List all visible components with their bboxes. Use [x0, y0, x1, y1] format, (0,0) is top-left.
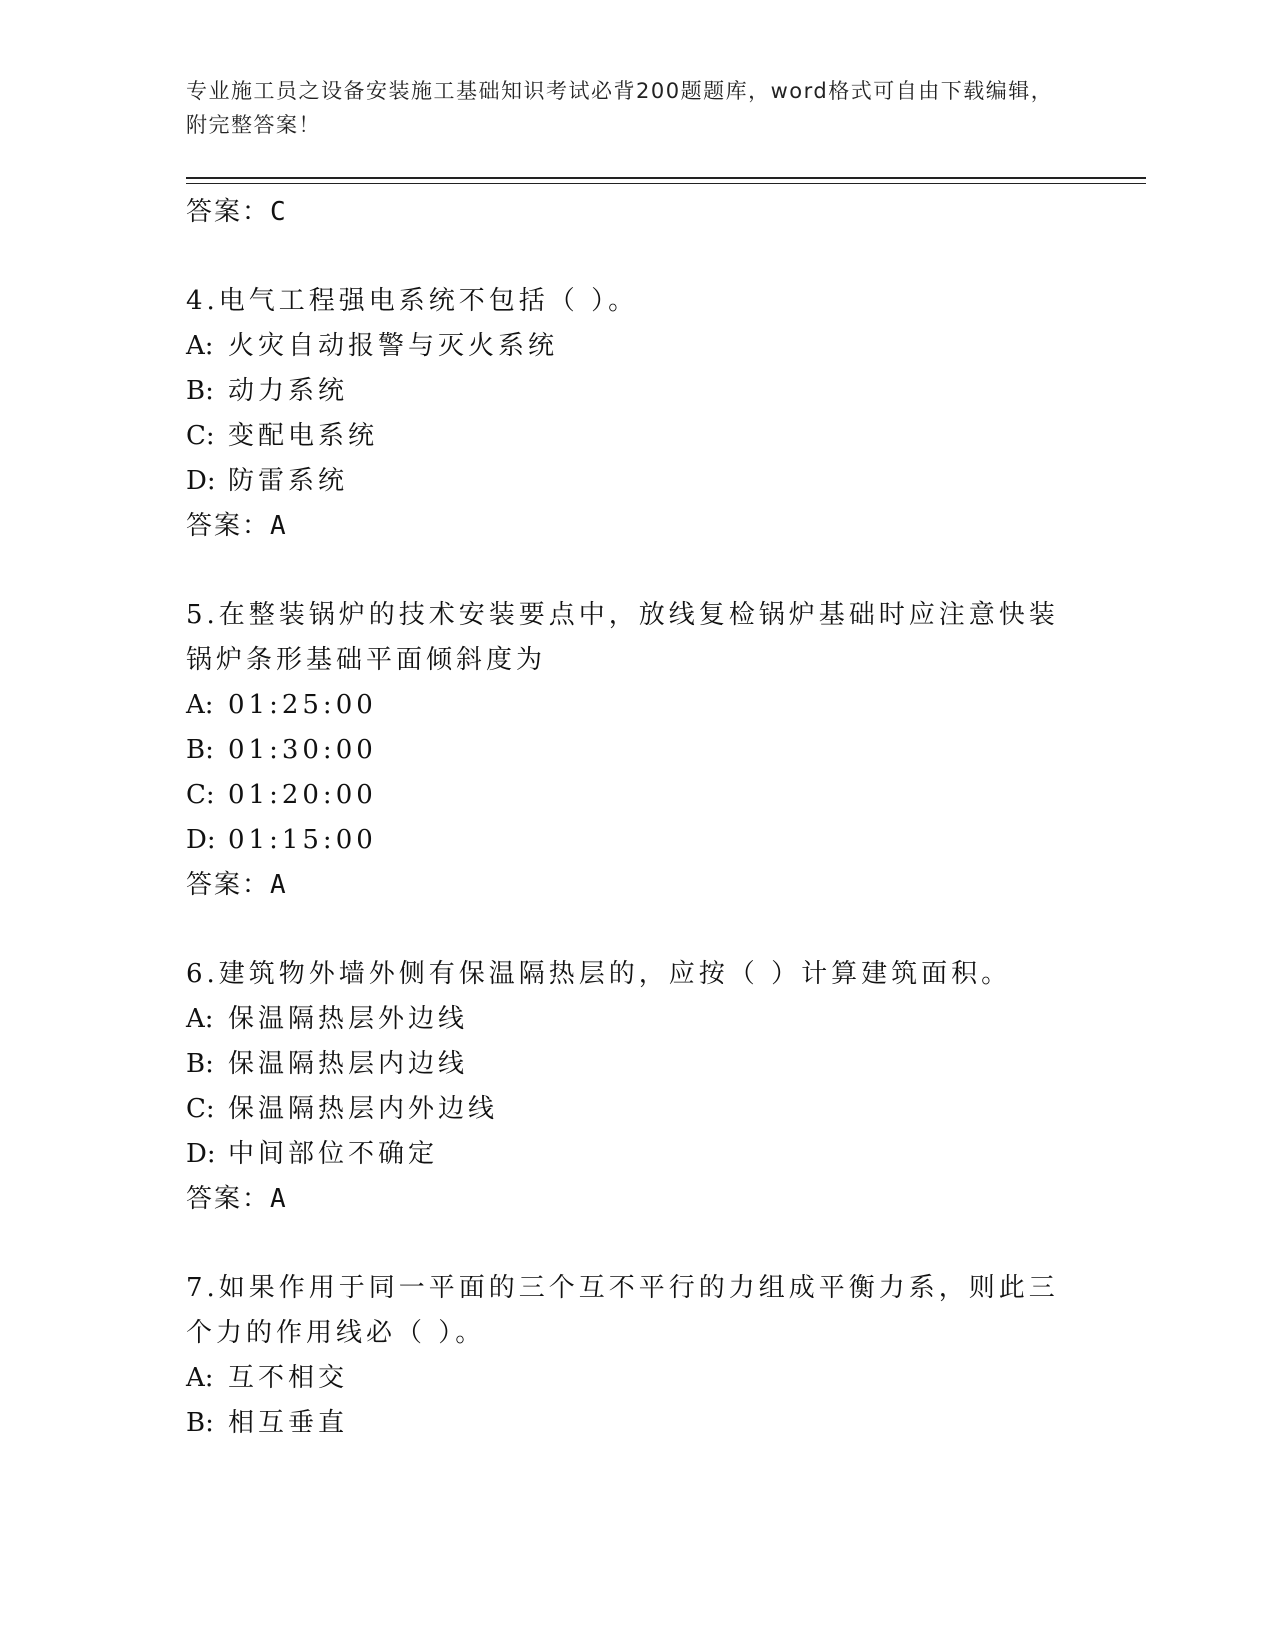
option-text: 中间部位不确定	[228, 1139, 439, 1169]
option-text: 保温隔热层外边线	[228, 1004, 469, 1034]
question-block	[186, 952, 1066, 1221]
option-text: 01:15:00	[228, 825, 377, 855]
option-letter: B:	[186, 735, 214, 765]
question-text: 4.电气工程强电系统不包括（ ）。	[186, 286, 639, 316]
option-letter: C:	[186, 1094, 215, 1124]
option-text: 互不相交	[228, 1363, 349, 1393]
header-divider-thin	[186, 183, 1146, 184]
option-a	[186, 1356, 1066, 1401]
option-letter: D:	[186, 825, 216, 855]
option-c	[186, 773, 1066, 818]
question-text: 5.在整装锅炉的技术安装要点中，放线复检锅炉基础时应注意快装锅炉条形基础平面倾斜度为	[186, 600, 1059, 675]
option-d	[186, 459, 1066, 504]
spacer	[186, 907, 1066, 952]
spacer	[186, 234, 1066, 279]
header-divider-thick	[186, 177, 1146, 179]
spacer	[186, 1221, 1066, 1266]
question-block	[186, 593, 1066, 907]
answer-line	[186, 190, 1066, 234]
document-header: 专业施工员之设备安装施工基础知识考试必背200题题库，word格式可自由下载编辑，附完整答案！	[186, 79, 1054, 137]
option-letter: D:	[186, 466, 216, 496]
option-b	[186, 1042, 1066, 1087]
answer-value: A	[270, 511, 288, 541]
option-text: 保温隔热层内外边线	[228, 1094, 499, 1124]
option-letter: B:	[186, 376, 214, 406]
answer-label: 答案：	[186, 1184, 271, 1214]
option-b	[186, 1401, 1066, 1446]
option-letter: B:	[186, 1049, 214, 1079]
question-block	[186, 1266, 1066, 1446]
option-a	[186, 324, 1066, 369]
option-text: 01:20:00	[228, 780, 377, 810]
option-b	[186, 369, 1066, 414]
answer-value: A	[270, 1184, 288, 1214]
answer-value: C	[270, 197, 288, 227]
option-letter: A:	[186, 690, 214, 720]
answer-label: 答案：	[186, 197, 271, 227]
answer-line	[186, 863, 1066, 907]
option-d	[186, 818, 1066, 863]
answer-line	[186, 504, 1066, 548]
question-block	[186, 279, 1066, 548]
answer-line	[186, 1177, 1066, 1221]
option-letter: A:	[186, 331, 214, 361]
option-c	[186, 1087, 1066, 1132]
option-text: 01:25:00	[228, 690, 377, 720]
option-letter: D:	[186, 1139, 216, 1169]
option-a	[186, 997, 1066, 1042]
option-text: 相互垂直	[228, 1408, 349, 1438]
option-text: 保温隔热层内边线	[228, 1049, 469, 1079]
option-letter: A:	[186, 1004, 214, 1034]
answer-label: 答案：	[186, 870, 271, 900]
spacer	[186, 548, 1066, 593]
question-text: 6.建筑物外墙外侧有保温隔热层的，应按（ ）计算建筑面积。	[186, 959, 1012, 989]
answer-label: 答案：	[186, 511, 271, 541]
option-letter: C:	[186, 421, 215, 451]
option-b	[186, 728, 1066, 773]
question-text: 7.如果作用于同一平面的三个互不平行的力组成平衡力系，则此三个力的作用线必（ ）。	[186, 1273, 1059, 1348]
question-list	[186, 190, 1066, 1446]
option-text: 动力系统	[228, 376, 349, 406]
option-letter: A:	[186, 1363, 214, 1393]
option-d	[186, 1132, 1066, 1177]
option-text: 防雷系统	[228, 466, 349, 496]
option-text: 火灾自动报警与灭火系统	[228, 331, 559, 361]
answer-value: A	[270, 870, 288, 900]
option-text: 变配电系统	[228, 421, 379, 451]
option-text: 01:30:00	[228, 735, 377, 765]
option-letter: B:	[186, 1408, 214, 1438]
option-letter: C:	[186, 780, 215, 810]
option-c	[186, 414, 1066, 459]
option-a	[186, 683, 1066, 728]
